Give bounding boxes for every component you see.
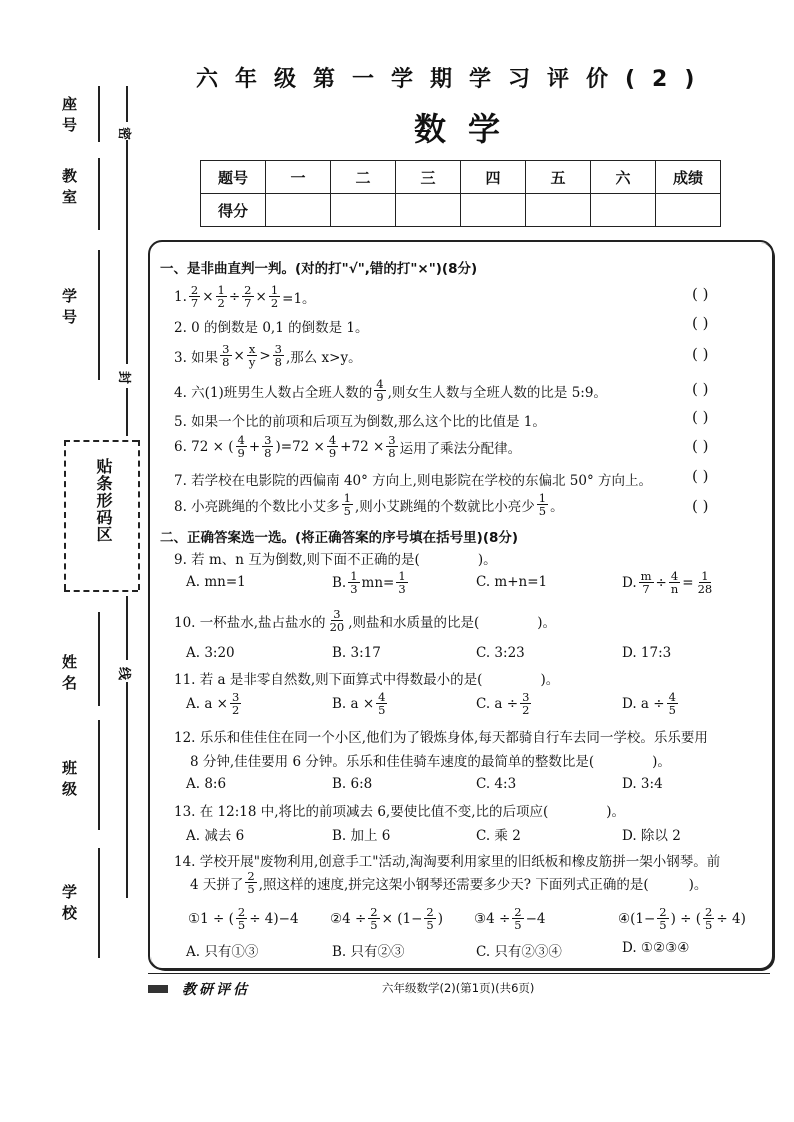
fraction-denominator: 2 (270, 296, 279, 310)
fraction-numerator: 2 (190, 283, 199, 297)
mc-question-11 (174, 668, 559, 688)
fraction (342, 492, 353, 517)
expression-text: A. a × (186, 695, 228, 712)
expression-text: +72 × (340, 438, 385, 455)
score-col-2: 二 (331, 161, 396, 194)
tf-question-3 (174, 343, 362, 368)
option-c: C. 乘 2 (476, 828, 521, 844)
seat-no-line (98, 86, 100, 142)
score-cell[interactable] (591, 194, 656, 227)
score-cell[interactable] (526, 194, 591, 227)
expression-text: 8. 小亮跳绳的个数比小艾多 (174, 498, 340, 515)
option-a (186, 691, 243, 716)
fraction-numerator: 3 (264, 433, 272, 447)
expression-text: C. m+n=1 (476, 574, 548, 590)
expression-text: ④(1− (618, 910, 656, 927)
option-a: A. 只有①③ (186, 944, 259, 960)
fraction (262, 434, 273, 459)
fraction-denominator: 7 (190, 296, 199, 310)
fraction (273, 343, 284, 368)
fraction-numerator: 1 (217, 283, 225, 297)
option-d (622, 691, 680, 716)
school-label: 学校 (60, 884, 78, 926)
option-b (332, 570, 410, 595)
grade-class-line (98, 720, 100, 830)
question-stem: 11. 若 a 是非零自然数,则下面算式中得数最小的是( (174, 672, 483, 688)
fraction (537, 492, 548, 517)
expression-text: 2. 0 的倒数是 0,1 的倒数是 1。 (174, 320, 369, 336)
fraction-numerator: 1 (398, 569, 406, 583)
seal-line-segment (126, 86, 128, 122)
option-a: A. 减去 6 (186, 828, 245, 844)
expression-text: ) ÷ ( (670, 910, 702, 927)
option-d: D. 17:3 (622, 645, 672, 661)
fraction-denominator: 5 (659, 918, 667, 932)
fraction (696, 570, 715, 595)
score-table-header-row (201, 161, 721, 194)
expression-text: ÷ (655, 574, 667, 591)
fraction-denominator: 7 (642, 582, 650, 596)
fraction (669, 570, 680, 595)
expression-text: 7. 若学校在电影院的西偏南 40° 方向上,则电影院在学校的东偏北 50° 方向上。 (174, 473, 652, 489)
seal-line-segment (126, 388, 128, 436)
expression-text: 4 天拼了 (190, 876, 244, 893)
fraction (242, 284, 253, 309)
answer-blank[interactable]: ( ) (692, 380, 709, 398)
fraction-numerator: 3 (222, 342, 230, 356)
tf-question-6 (174, 434, 521, 459)
tf-question-8 (174, 492, 564, 517)
barcode-paste-area-label: 贴条形码区 (94, 458, 113, 543)
classroom-line (98, 158, 100, 230)
student-id-label: 学号 (60, 288, 78, 330)
mc-question-14-line1: 14. 学校开展"废物利用,创意手工"活动,淘淘要利用家里的旧纸板和橡皮筋拼一架小钢琴。前 (174, 854, 721, 870)
answer-blank[interactable]: ( ) (692, 497, 709, 515)
fraction-numerator: 2 (705, 905, 713, 919)
expression-text: ÷ 4) (716, 910, 746, 927)
fraction-denominator: y (248, 355, 256, 369)
fraction-numerator: 4 (237, 433, 245, 447)
fraction-numerator: 4 (378, 690, 386, 704)
score-cell[interactable] (656, 194, 721, 227)
fraction-denominator: 8 (388, 446, 396, 460)
score-col-5: 五 (526, 161, 591, 194)
seat-no-label: 座号 (60, 96, 78, 138)
expression-text: ,则盐和水质量的比是( (348, 614, 480, 631)
expression-text: 5. 如果一个比的前项和后项互为倒数,那么这个比的比值是 1。 (174, 414, 546, 430)
tf-question-5 (174, 410, 546, 430)
fraction-denominator: 8 (222, 355, 230, 369)
fraction-numerator: 1 (701, 569, 709, 583)
option-b: B. 加上 6 (332, 828, 391, 844)
tf-question-2 (174, 316, 368, 336)
fraction-denominator: 2 (231, 703, 240, 717)
option-d (622, 570, 716, 595)
expression-text: 4. 六(1)班男生人数占全班人数的 (174, 384, 373, 401)
fraction-denominator: 5 (426, 918, 434, 932)
option-d: D. 3:4 (622, 776, 663, 792)
expression-text: ) (437, 910, 444, 927)
fraction (216, 284, 227, 309)
question-stem-end: )。 (606, 804, 626, 820)
option-b: B. 6:8 (332, 776, 373, 792)
question-stem-end: )。 (477, 552, 497, 568)
seal-line-segment (126, 682, 128, 898)
expression-text: + (248, 438, 261, 455)
expression-text: × (255, 288, 267, 305)
publisher-brand: 教研评估 (182, 982, 250, 998)
question-stem: 13. 在 12:18 中,将比的前项减去 6,要使比值不变,比的后项应( (174, 804, 549, 820)
expression-text: 运用了乘法分配律。 (399, 440, 522, 457)
name-line (98, 612, 100, 706)
fraction-numerator: 4 (668, 690, 676, 704)
expression-text: ,那么 x>y。 (285, 349, 362, 366)
cut-mark-xian: 线 (116, 666, 132, 681)
cut-mark-mi: 密 (116, 126, 132, 141)
fraction-numerator: 2 (514, 905, 522, 919)
answer-blank[interactable]: ( ) (692, 437, 709, 455)
expression-text: × (1− (381, 910, 423, 927)
fraction-numerator: 4 (670, 569, 679, 583)
fraction-denominator: 8 (264, 446, 272, 460)
expression-text: ③4 ÷ (474, 910, 511, 927)
option-a: A. 8:6 (186, 776, 227, 792)
expression-text: ②4 ÷ (330, 910, 367, 927)
option-c (476, 691, 533, 716)
fraction (348, 570, 359, 595)
mc-question-10 (174, 608, 556, 633)
expression-text: × (233, 347, 245, 364)
option-c: C. 3:23 (476, 645, 525, 661)
answer-blank[interactable]: ( ) (692, 467, 709, 485)
expression-text: 6. 72 × ( (174, 438, 234, 455)
expression-text: D. a ÷ (622, 695, 665, 712)
fraction-denominator: 9 (328, 446, 337, 460)
score-cell[interactable] (396, 194, 461, 227)
tf-question-7 (174, 469, 652, 489)
exam-title: 六年级第一学期学习评价(2) (196, 67, 712, 92)
option-b (332, 691, 389, 716)
tf-question-1 (174, 284, 316, 309)
expression-text: C. a ÷ (476, 695, 519, 712)
fraction-numerator: 3 (274, 342, 282, 356)
score-cell[interactable] (461, 194, 526, 227)
fraction-denominator: 9 (376, 390, 384, 404)
seal-line-segment (126, 140, 128, 364)
option-d: D. ①②③④ (622, 940, 690, 956)
fraction-denominator: 5 (343, 504, 351, 518)
fraction-numerator: 1 (270, 283, 279, 297)
expression-text: B. (332, 574, 347, 591)
question-stem-end: )。 (652, 754, 671, 770)
fraction-numerator: 4 (328, 433, 337, 447)
fraction-denominator: 7 (244, 296, 252, 310)
fraction (269, 284, 280, 309)
expression-text: −4 (525, 910, 546, 927)
fraction (247, 343, 258, 368)
expression-text: × (202, 288, 214, 305)
fraction (667, 691, 678, 716)
score-table-row2-label: 得分 (201, 194, 266, 227)
expression-text: A. mn=1 (186, 574, 246, 590)
expression-text: mn= (361, 574, 395, 591)
answer-blank[interactable]: ( ) (692, 285, 709, 303)
expression-text: > (259, 347, 271, 364)
fraction (189, 284, 200, 309)
tf-question-4 (174, 378, 607, 403)
fraction-numerator: 1 (343, 491, 351, 505)
expression-text: ÷ 4)−4 (249, 910, 299, 927)
option-a (186, 574, 246, 590)
paste-area-bottom (64, 590, 138, 592)
fraction (657, 906, 668, 931)
section1-heading: 一、是非曲直判一判。(对的打"√",错的打"×")(8分) (160, 261, 478, 277)
option-c (476, 574, 547, 590)
option-c: C. 4:3 (476, 776, 517, 792)
fraction (374, 378, 385, 403)
fraction-numerator: 1 (538, 491, 547, 505)
score-col-4: 四 (461, 161, 526, 194)
cut-mark-feng: 封 (116, 370, 132, 385)
option-b: B. 3:17 (332, 645, 381, 661)
expression-text: =1。 (282, 290, 316, 307)
expression-text: ①1 ÷ ( (188, 910, 234, 927)
fraction (236, 434, 247, 459)
question-stem-end: )。 (540, 672, 560, 688)
paste-area-top (64, 440, 138, 442)
fraction (520, 691, 531, 716)
score-table-score-row (201, 194, 721, 227)
mc-question-12-line1: 12. 乐乐和佳佳住在同一个小区,他们为了锻炼身体,每天都骑自行车去同一学校。乐乐要用 (174, 730, 708, 746)
fraction-denominator: 20 (329, 620, 345, 634)
fraction (230, 691, 241, 716)
fraction-numerator: 4 (376, 377, 384, 391)
expression-text: D. (622, 574, 637, 591)
fraction (512, 906, 523, 931)
option-b: B. 只有②③ (332, 944, 405, 960)
fraction-denominator: 5 (237, 918, 246, 932)
question-stem (174, 608, 479, 633)
fraction-numerator: x (248, 342, 256, 356)
expression-text: ,照这样的速度,拼完这架小钢琴还需要多少天? 下面列式正确的是( (258, 876, 649, 893)
name-label: 姓名 (60, 654, 78, 696)
fraction-numerator: 3 (388, 433, 396, 447)
fraction-denominator: 5 (514, 918, 522, 932)
mc-question-9 (174, 548, 497, 568)
fraction-denominator: 3 (350, 582, 358, 596)
score-col-1: 一 (266, 161, 331, 194)
expression-text: )=72 × (275, 438, 325, 455)
fraction-denominator: 5 (538, 504, 547, 518)
paste-area-left (64, 440, 66, 590)
score-table-row1-label: 题号 (201, 161, 266, 194)
fraction-denominator: 28 (697, 582, 713, 596)
fraction (327, 434, 338, 459)
score-col-3: 三 (396, 161, 461, 194)
mc-question-14 (190, 870, 707, 895)
expression-text: 3. 如果 (174, 349, 219, 366)
expression-2 (330, 906, 443, 931)
fraction (368, 906, 379, 931)
expression-text: 1. (174, 288, 187, 305)
fraction-denominator: 5 (378, 703, 386, 717)
fraction (703, 906, 714, 931)
section2-heading: 二、正确答案选一选。(将正确答案的序号填在括号里)(8分) (160, 530, 519, 546)
fraction-numerator: 2 (247, 869, 255, 883)
fraction (396, 570, 407, 595)
fraction (220, 343, 231, 368)
fraction (424, 906, 435, 931)
expression-4 (618, 906, 746, 931)
footer-rule (148, 973, 770, 974)
fraction-denominator: 5 (247, 882, 255, 896)
fraction-numerator: m (640, 569, 652, 583)
score-col-total: 成绩 (656, 161, 721, 194)
score-cell[interactable] (331, 194, 396, 227)
subject-title: 数学 (414, 110, 523, 148)
question-stem-end: )。 (537, 614, 557, 631)
fraction-denominator: 3 (398, 582, 406, 596)
page-info: 六年级数学(2)(第1页)(共6页) (382, 981, 535, 995)
fraction (245, 870, 256, 895)
fraction (376, 691, 387, 716)
fraction (639, 570, 654, 595)
fraction-numerator: 2 (370, 905, 378, 919)
grade-class-label: 班级 (60, 760, 78, 802)
score-col-6: 六 (591, 161, 656, 194)
fraction-numerator: 3 (231, 690, 240, 704)
fraction-denominator: 2 (217, 296, 225, 310)
expression-text: 。 (550, 498, 564, 515)
question-stem: 8 分钟,佳佳要用 6 分钟。乐乐和佳佳骑车速度的最简单的整数比是( (190, 754, 595, 770)
fraction-numerator: 2 (244, 283, 252, 297)
mc-question-12 (190, 750, 671, 770)
fraction (328, 608, 347, 633)
fraction-numerator: 2 (659, 905, 667, 919)
option-d: D. 除以 2 (622, 828, 681, 844)
expression-text: B. a × (332, 695, 375, 712)
answer-blank[interactable]: ( ) (692, 408, 709, 426)
expression-text: 10. 一杯盐水,盐占盐水的 (174, 614, 326, 631)
expression-text: ÷ (228, 288, 241, 305)
fraction (386, 434, 397, 459)
fraction-denominator: n (670, 582, 679, 596)
seal-line-segment (126, 596, 128, 660)
expression-3 (474, 906, 546, 931)
paste-area-right (138, 440, 140, 590)
fraction-numerator: 3 (333, 607, 341, 621)
fraction-denominator: 5 (705, 918, 713, 932)
question-stem (190, 870, 649, 895)
fraction-numerator: 1 (350, 569, 358, 583)
expression-text: = (682, 574, 694, 591)
fraction-denominator: 5 (668, 703, 676, 717)
fraction-denominator: 9 (237, 446, 245, 460)
fraction (236, 906, 247, 931)
student-id-line (98, 250, 100, 380)
question-stem-end: )。 (688, 876, 708, 893)
fraction-numerator: 2 (237, 905, 246, 919)
publisher-logo (148, 985, 168, 993)
option-a: A. 3:20 (186, 645, 235, 661)
fraction-denominator: 5 (370, 918, 378, 932)
answer-blank[interactable]: ( ) (692, 314, 709, 332)
expression-1 (188, 906, 299, 931)
expression-text: ,则小艾跳绳的个数就比小亮少 (355, 498, 535, 515)
answer-blank[interactable]: ( ) (692, 345, 709, 363)
school-line (98, 848, 100, 958)
expression-text: ,则女生人数与全班人数的比是 5:9。 (387, 384, 607, 401)
score-table (200, 160, 721, 227)
fraction-denominator: 8 (274, 355, 282, 369)
classroom-label: 教室 (60, 168, 78, 210)
score-cell[interactable] (266, 194, 331, 227)
question-stem: 9. 若 m、n 互为倒数,则下面不正确的是( (174, 552, 420, 568)
fraction-numerator: 3 (522, 690, 530, 704)
fraction-denominator: 2 (522, 703, 530, 717)
fraction-numerator: 2 (426, 905, 434, 919)
option-c: C. 只有②③④ (476, 944, 562, 960)
mc-question-13 (174, 800, 625, 820)
